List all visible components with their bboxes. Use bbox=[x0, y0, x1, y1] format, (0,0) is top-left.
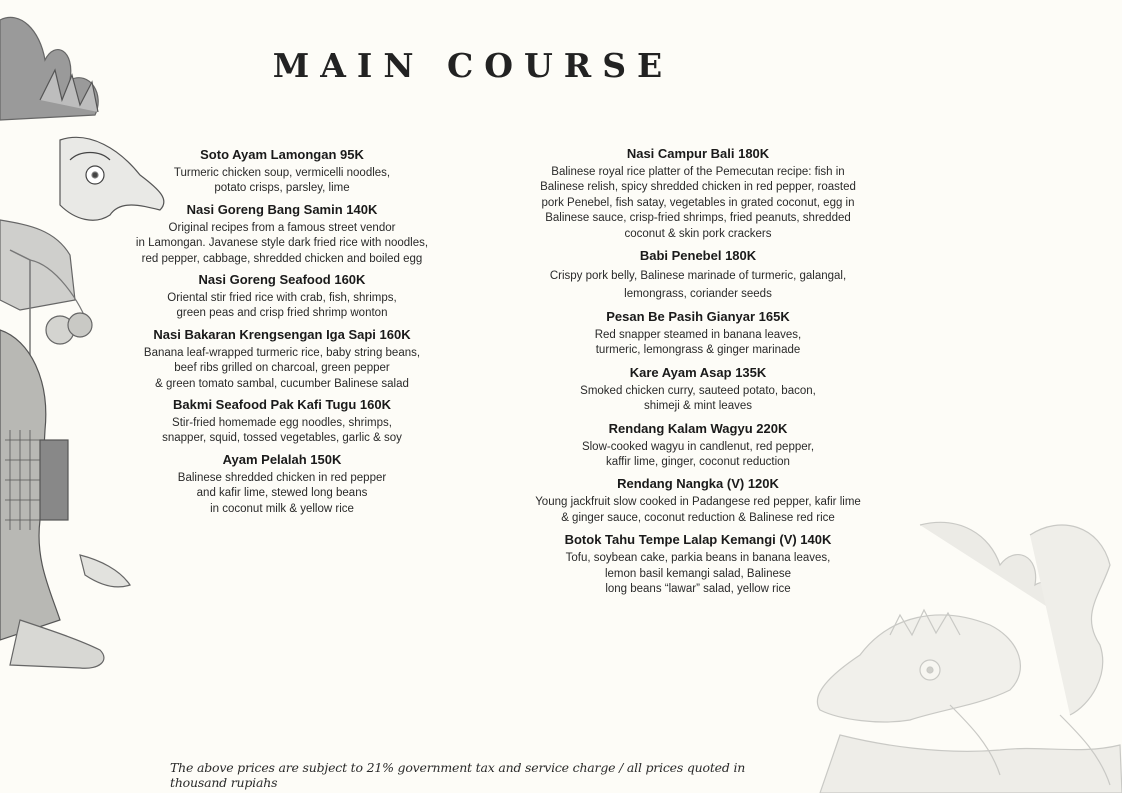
description-line: Oriental stir fried rice with crab, fish, shrimps, bbox=[167, 292, 397, 305]
description-line: kaffir lime, ginger, coconut reduction bbox=[606, 456, 790, 469]
menu-item bbox=[122, 201, 442, 267]
description-line: Balinese relish, spicy shredded chicken in red pepper, roasted bbox=[540, 181, 856, 194]
description-line: Original recipes from a famous street vendor bbox=[168, 221, 396, 234]
menu-item bbox=[518, 420, 878, 471]
description-line: Stir-fried homemade egg noodles, shrimps, bbox=[172, 417, 392, 430]
menu-item bbox=[518, 247, 878, 303]
menu-item-name: Rendang Kalam Wagyu 220K bbox=[608, 420, 788, 436]
description-line: in Lamongan. Javanese style dark fried rice with noodles, bbox=[135, 237, 429, 250]
description-line: pork Penebel, fish satay, vegetables in grated coconut, egg in bbox=[541, 196, 855, 209]
menu-item bbox=[518, 308, 878, 359]
menu-item-description bbox=[518, 440, 878, 471]
description-line: Balinese royal rice platter of the Pemecutan recipe: fish in bbox=[551, 166, 845, 178]
description-line: long beans “lawar” salad, yellow rice bbox=[605, 583, 791, 596]
menu-column-right bbox=[518, 145, 878, 603]
description-line: potato crisps, parsley, lime bbox=[214, 182, 350, 195]
menu-item-description bbox=[518, 165, 878, 242]
description-line: shimeji & mint leaves bbox=[643, 400, 752, 413]
menu-item-description bbox=[122, 416, 442, 447]
menu-item-description bbox=[518, 495, 878, 526]
menu-item bbox=[122, 451, 442, 517]
menu-item-name: Nasi Goreng Seafood 160K bbox=[198, 272, 366, 288]
menu-item bbox=[518, 531, 878, 597]
description-line: lemon basil kemangi salad, Balinese bbox=[604, 567, 792, 580]
menu-item-description bbox=[122, 346, 442, 392]
menu-item-description bbox=[122, 291, 442, 322]
menu-item-name: Nasi Goreng Bang Samin 140K bbox=[186, 201, 378, 217]
description-line: Balinese shredded chicken in red pepper bbox=[177, 471, 387, 484]
menu-column-left bbox=[122, 146, 442, 521]
description-line: Banana leaf-wrapped turmeric rice, baby string beans, bbox=[143, 346, 421, 359]
menu-item bbox=[518, 145, 878, 242]
menu-item-name: Nasi Bakaran Krengsengan Iga Sapi 160K bbox=[153, 326, 411, 342]
description-line: and kafir lime, stewed long beans bbox=[196, 487, 368, 500]
description-line: in coconut milk & yellow rice bbox=[210, 502, 354, 515]
menu-item-name: Botok Tahu Tempe Lalap Kemangi (V) 140K bbox=[564, 532, 832, 548]
description-line: green peas and crisp fried shrimp wonton bbox=[176, 307, 388, 320]
menu-item-name: Bakmi Seafood Pak Kafi Tugu 160K bbox=[173, 397, 391, 413]
menu-item-name: Nasi Campur Bali 180K bbox=[626, 146, 770, 161]
description-line: Turmeric chicken soup, vermicelli noodles, bbox=[173, 167, 391, 179]
description-line: snapper, squid, tossed vegetables, garlic & soy bbox=[162, 432, 402, 445]
price-disclaimer: The above prices are subject to 21% government tax and service charge / all prices quoted in thousand rupiahs bbox=[170, 760, 746, 790]
menu-item-description bbox=[518, 328, 878, 359]
page-title: MAIN COURSE bbox=[272, 46, 674, 85]
description-line: Red snapper steamed in banana leaves, bbox=[594, 329, 802, 342]
menu-item-name: Rendang Nangka (V) 120K bbox=[617, 476, 779, 492]
menu-item-name: Kare Ayam Asap 135K bbox=[629, 364, 767, 380]
description-line: & ginger sauce, coconut reduction & Balinese red rice bbox=[561, 511, 835, 524]
menu-item bbox=[122, 271, 442, 322]
menu-item-name: Pesan Be Pasih Gianyar 165K bbox=[606, 309, 790, 325]
menu-item bbox=[518, 475, 878, 526]
menu-item bbox=[518, 364, 878, 415]
description-line: lemongrass, coriander seeds bbox=[624, 288, 772, 301]
menu-item-name: Ayam Pelalah 150K bbox=[222, 451, 342, 467]
description-line: beef ribs grilled on charcoal, green pepper bbox=[174, 362, 390, 375]
menu-item-name: Babi Penebel 180K bbox=[639, 248, 757, 264]
menu-item-description bbox=[518, 267, 878, 303]
description-line: Young jackfruit slow cooked in Padangese red pepper, kafir lime bbox=[535, 496, 861, 509]
menu-item-description bbox=[518, 384, 878, 415]
description-line: Slow-cooked wagyu in candlenut, red pepper, bbox=[581, 440, 815, 453]
menu-item-description bbox=[518, 551, 878, 597]
description-line: turmeric, lemongrass & ginger marinade bbox=[595, 344, 801, 357]
menu-item bbox=[122, 326, 442, 392]
description-line: & green tomato sambal, cucumber Balinese salad bbox=[155, 377, 409, 390]
description-line: Smoked chicken curry, sauteed potato, bacon, bbox=[580, 384, 816, 397]
description-line: coconut & skin pork crackers bbox=[624, 227, 772, 240]
menu-item bbox=[122, 396, 442, 447]
menu-item-description bbox=[122, 221, 442, 267]
menu-item-name: Soto Ayam Lamongan 95K bbox=[200, 147, 364, 162]
description-line: Tofu, soybean cake, parkia beans in banana leaves, bbox=[565, 552, 831, 565]
description-line: Balinese sauce, crisp-fried shrimps, fried peanuts, shredded bbox=[545, 212, 851, 225]
menu-item bbox=[122, 146, 442, 197]
menu-item-description bbox=[122, 166, 442, 197]
description-line: red pepper, cabbage, shredded chicken and boiled egg bbox=[141, 252, 423, 265]
menu-item-description bbox=[122, 471, 442, 517]
description-line: Crispy pork belly, Balinese marinade of turmeric, galangal, bbox=[549, 270, 847, 283]
